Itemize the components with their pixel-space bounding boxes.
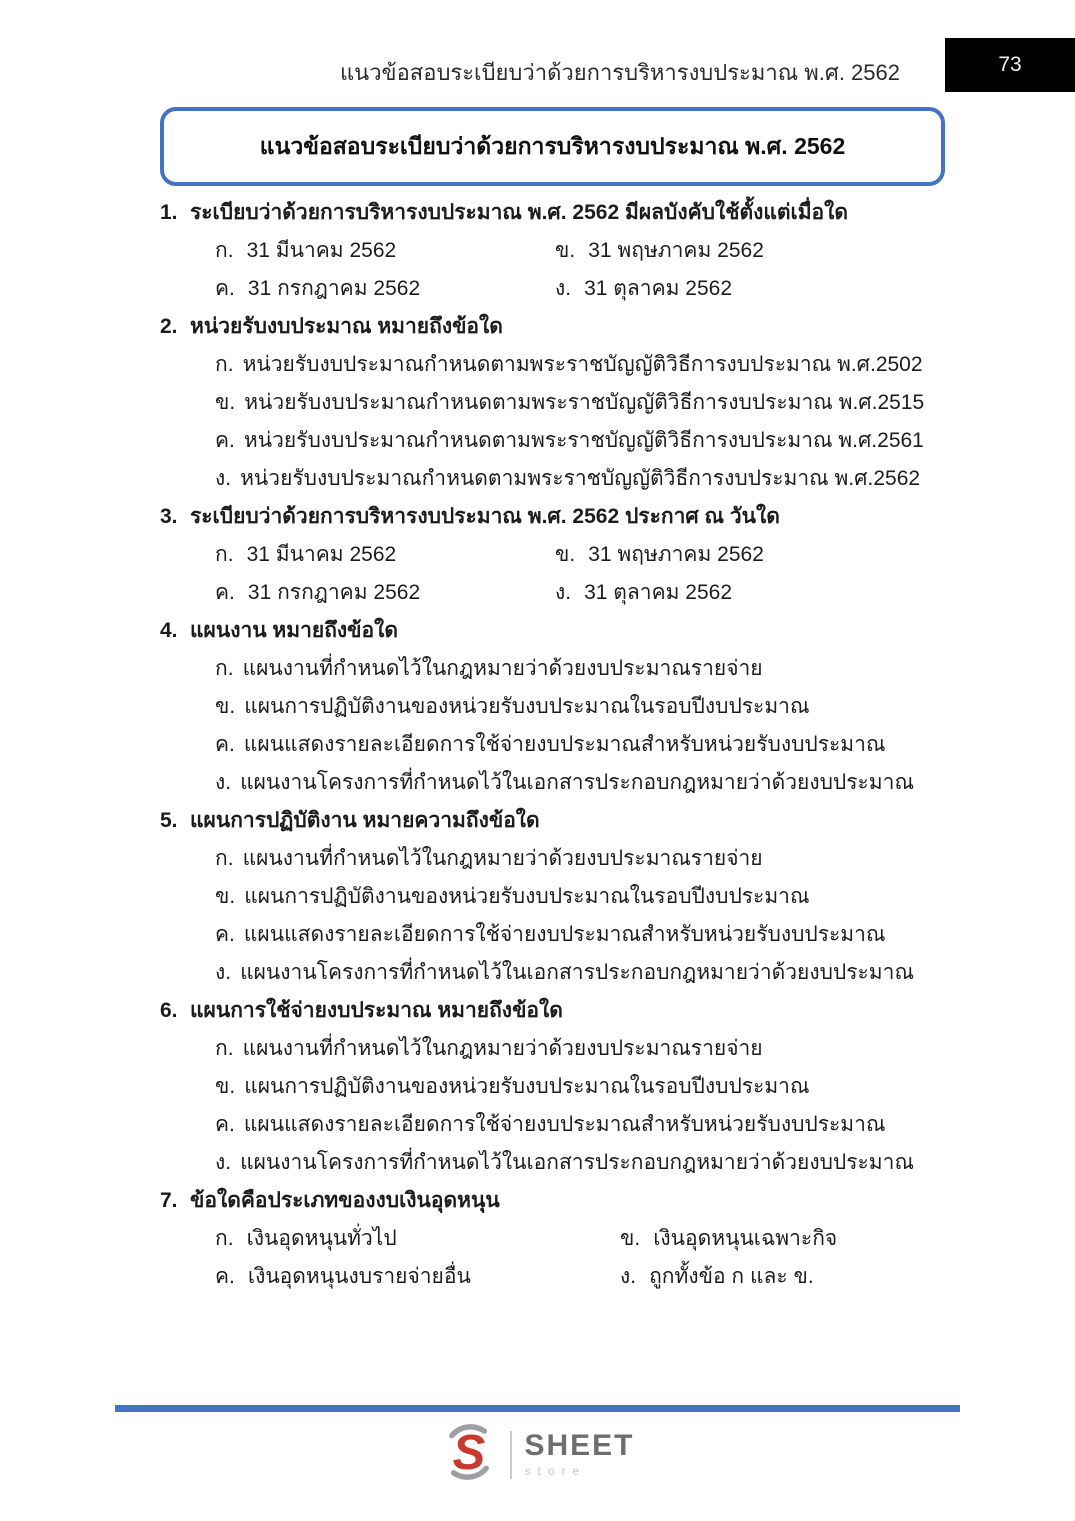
option-text: แผนงานโครงการที่กำหนดไว้ในเอกสารประกอบกฎหมายว่าด้วยงบประมาณ bbox=[240, 961, 914, 984]
option-letter: ค. bbox=[215, 429, 235, 452]
option-text: แผนการปฏิบัติงานของหน่วยรับงบประมาณในรอบปีงบประมาณ bbox=[244, 695, 810, 718]
option-row bbox=[215, 1220, 620, 1258]
question-text: 4. แผนงาน หมายถึงข้อใด bbox=[160, 612, 950, 650]
option-row bbox=[555, 574, 950, 612]
option-row bbox=[215, 270, 555, 308]
option-group bbox=[160, 346, 950, 498]
option-letter: ง. bbox=[555, 581, 572, 604]
page-number: 73 bbox=[998, 53, 1022, 76]
option-row bbox=[215, 574, 555, 612]
question-number: 7. bbox=[160, 1189, 178, 1212]
sheet-store-s-icon bbox=[440, 1422, 498, 1487]
option-letter: ก. bbox=[215, 543, 234, 566]
option-row bbox=[160, 650, 950, 688]
option-row bbox=[555, 232, 950, 270]
question-text: 3. ระเบียบว่าด้วยการบริหารงบประมาณ พ.ศ. 2562 ประกาศ ณ วันใด bbox=[160, 498, 950, 536]
option-letter: ข. bbox=[215, 1075, 236, 1098]
question-number: 5. bbox=[160, 809, 178, 832]
option-row bbox=[160, 954, 950, 992]
option-row bbox=[215, 536, 555, 574]
footer-divider-line bbox=[115, 1405, 960, 1412]
option-text: เงินอุดหนุนงบรายจ่ายอื่น bbox=[247, 1265, 471, 1288]
question-number: 2. bbox=[160, 315, 178, 338]
question-item bbox=[160, 612, 950, 802]
option-text: หน่วยรับงบประมาณกำหนดตามพระราชบัญญัติวิธีการงบประมาณ พ.ศ.2515 bbox=[244, 391, 925, 414]
option-row bbox=[160, 422, 950, 460]
logo-divider bbox=[510, 1431, 512, 1479]
question-number: 4. bbox=[160, 619, 178, 642]
question-number: 3. bbox=[160, 505, 178, 528]
option-text: 31 ตุลาคม 2562 bbox=[584, 277, 733, 300]
option-text: 31 มีนาคม 2562 bbox=[246, 239, 397, 262]
option-letter: ข. bbox=[555, 239, 576, 262]
question-number: 6. bbox=[160, 999, 178, 1022]
option-group bbox=[160, 536, 950, 612]
option-row bbox=[160, 1030, 950, 1068]
question-text: 7. ข้อใดคือประเภทของงบเงินอุดหนุน bbox=[160, 1182, 950, 1220]
running-header-title: แนวข้อสอบระเบียบว่าด้วยการบริหารงบประมาณ พ.ศ. 2562 bbox=[339, 60, 900, 85]
option-letter: ก. bbox=[215, 847, 234, 870]
logo-wordmark bbox=[524, 1431, 634, 1478]
option-row bbox=[160, 460, 950, 498]
option-text: 31 ตุลาคม 2562 bbox=[584, 581, 733, 604]
option-letter: ค. bbox=[215, 733, 235, 756]
option-text: เงินอุดหนุนเฉพาะกิจ bbox=[653, 1227, 838, 1250]
option-text: แผนการปฏิบัติงานของหน่วยรับงบประมาณในรอบปีงบประมาณ bbox=[244, 1075, 810, 1098]
option-text: แผนแสดงรายละเอียดการใช้จ่ายงบประมาณสำหรับหน่วยรับงบประมาณ bbox=[243, 923, 886, 946]
title-box bbox=[160, 107, 945, 186]
question-item bbox=[160, 802, 950, 992]
option-text: หน่วยรับงบประมาณกำหนดตามพระราชบัญญัติวิธีการงบประมาณ พ.ศ.2502 bbox=[242, 353, 923, 376]
option-text: แผนงานโครงการที่กำหนดไว้ในเอกสารประกอบกฎหมายว่าด้วยงบประมาณ bbox=[240, 1151, 914, 1174]
option-text: แผนการปฏิบัติงานของหน่วยรับงบประมาณในรอบปีงบประมาณ bbox=[244, 885, 810, 908]
option-row bbox=[160, 1068, 950, 1106]
question-item bbox=[160, 308, 950, 498]
option-text: แผนงานโครงการที่กำหนดไว้ในเอกสารประกอบกฎหมายว่าด้วยงบประมาณ bbox=[240, 771, 914, 794]
option-text: หน่วยรับงบประมาณกำหนดตามพระราชบัญญัติวิธีการงบประมาณ พ.ศ.2562 bbox=[240, 467, 921, 490]
option-row bbox=[160, 916, 950, 954]
option-text: แผนงานที่กำหนดไว้ในกฎหมายว่าด้วยงบประมาณรายจ่าย bbox=[242, 847, 763, 870]
option-row bbox=[160, 346, 950, 384]
option-text: 31 พฤษภาคม 2562 bbox=[588, 543, 764, 566]
option-letter: ง. bbox=[215, 1151, 232, 1174]
option-group bbox=[160, 840, 950, 992]
option-row bbox=[160, 726, 950, 764]
option-letter: ค. bbox=[215, 1113, 235, 1136]
option-text: แผนแสดงรายละเอียดการใช้จ่ายงบประมาณสำหรับหน่วยรับงบประมาณ bbox=[243, 1113, 886, 1136]
option-text: แผนงานที่กำหนดไว้ในกฎหมายว่าด้วยงบประมาณรายจ่าย bbox=[242, 1037, 763, 1060]
option-letter: ค. bbox=[215, 581, 235, 604]
option-letter: ง. bbox=[215, 467, 232, 490]
option-letter: ค. bbox=[215, 923, 235, 946]
option-text: ถูกทั้งข้อ ก และ ข. bbox=[649, 1265, 814, 1288]
option-text: แผนงานที่กำหนดไว้ในกฎหมายว่าด้วยงบประมาณรายจ่าย bbox=[242, 657, 763, 680]
svg-text:S: S bbox=[453, 1426, 486, 1481]
question-item bbox=[160, 498, 950, 612]
option-row bbox=[620, 1258, 950, 1296]
option-letter: ง. bbox=[555, 277, 572, 300]
page-number-badge bbox=[945, 38, 1075, 92]
question-item bbox=[160, 194, 950, 308]
question-text: 1. ระเบียบว่าด้วยการบริหารงบประมาณ พ.ศ. 2562 มีผลบังคับใช้ตั้งแต่เมื่อใด bbox=[160, 194, 950, 232]
option-row bbox=[160, 384, 950, 422]
option-group bbox=[160, 232, 950, 308]
option-text: 31 มีนาคม 2562 bbox=[246, 543, 397, 566]
option-letter: ก. bbox=[215, 353, 234, 376]
option-letter: ข. bbox=[620, 1227, 641, 1250]
option-row bbox=[160, 688, 950, 726]
option-group bbox=[160, 1030, 950, 1182]
option-row bbox=[215, 232, 555, 270]
option-letter: ก. bbox=[215, 239, 234, 262]
option-letter: ข. bbox=[215, 885, 236, 908]
option-row bbox=[160, 840, 950, 878]
question-list bbox=[160, 194, 950, 1296]
option-letter: ข. bbox=[555, 543, 576, 566]
footer-logo bbox=[0, 1422, 1075, 1487]
option-row bbox=[160, 1106, 950, 1144]
option-text: แผนแสดงรายละเอียดการใช้จ่ายงบประมาณสำหรับหน่วยรับงบประมาณ bbox=[243, 733, 886, 756]
option-letter: ง. bbox=[215, 961, 232, 984]
option-row bbox=[160, 878, 950, 916]
option-text: 31 พฤษภาคม 2562 bbox=[588, 239, 764, 262]
question-item bbox=[160, 1182, 950, 1296]
option-letter: ค. bbox=[215, 277, 235, 300]
option-row bbox=[620, 1220, 950, 1258]
question-text: 2. หน่วยรับงบประมาณ หมายถึงข้อใด bbox=[160, 308, 950, 346]
option-letter: ก. bbox=[215, 1037, 234, 1060]
option-group bbox=[160, 1220, 950, 1296]
option-row bbox=[555, 536, 950, 574]
option-row bbox=[160, 1144, 950, 1182]
option-text: หน่วยรับงบประมาณกำหนดตามพระราชบัญญัติวิธีการงบประมาณ พ.ศ.2561 bbox=[243, 429, 924, 452]
logo-sub-text: store bbox=[524, 1464, 587, 1478]
question-number: 1. bbox=[160, 201, 178, 224]
question-item bbox=[160, 992, 950, 1182]
option-row bbox=[555, 270, 950, 308]
option-row bbox=[215, 1258, 620, 1296]
question-text: 5. แผนการปฏิบัติงาน หมายความถึงข้อใด bbox=[160, 802, 950, 840]
option-letter: ข. bbox=[215, 695, 236, 718]
option-letter: ก. bbox=[215, 657, 234, 680]
page-title: แนวข้อสอบระเบียบว่าด้วยการบริหารงบประมาณ พ.ศ. 2562 bbox=[259, 132, 846, 159]
option-row bbox=[160, 764, 950, 802]
option-text: เงินอุดหนุนทั่วไป bbox=[246, 1227, 397, 1250]
option-letter: ค. bbox=[215, 1265, 235, 1288]
logo-main-text: SHEET bbox=[524, 1429, 635, 1462]
option-letter: ง. bbox=[215, 771, 232, 794]
question-text: 6. แผนการใช้จ่ายงบประมาณ หมายถึงข้อใด bbox=[160, 992, 950, 1030]
option-text: 31 กรกฎาคม 2562 bbox=[247, 581, 421, 604]
option-letter: ง. bbox=[620, 1265, 637, 1288]
option-text: 31 กรกฎาคม 2562 bbox=[247, 277, 421, 300]
option-letter: ก. bbox=[215, 1227, 234, 1250]
option-group bbox=[160, 650, 950, 802]
option-letter: ข. bbox=[215, 391, 236, 414]
